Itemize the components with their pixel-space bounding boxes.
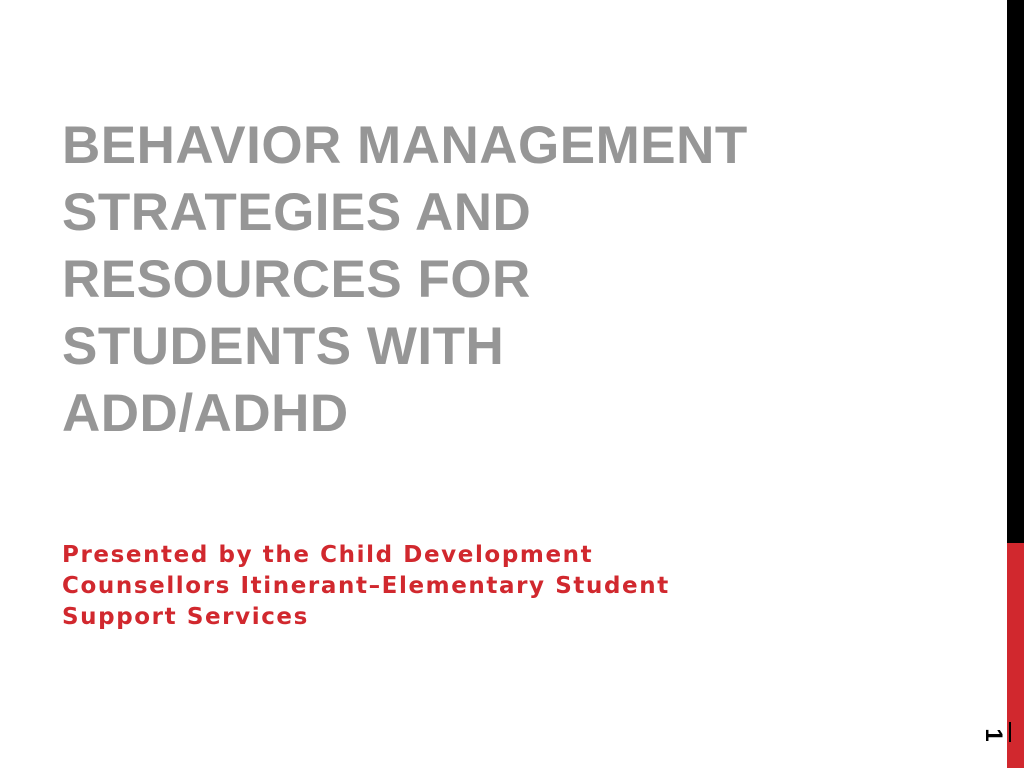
title-line: BEHAVIOR MANAGEMENT <box>62 116 748 175</box>
page-number-divider <box>1009 722 1011 742</box>
page-number: 1 <box>980 728 1007 742</box>
title-line: STUDENTS WITH <box>62 317 505 376</box>
title-line: ADD/ADHD <box>62 384 349 443</box>
title-line: RESOURCES FOR <box>62 250 531 309</box>
subtitle-line: Presented by the Child Development <box>62 542 594 568</box>
subtitle-line: Counsellors Itinerant–Elementary Student <box>62 573 670 599</box>
subtitle-line: Support Services <box>62 604 309 630</box>
slide-subtitle <box>62 540 962 633</box>
title-line: STRATEGIES AND <box>62 183 532 242</box>
slide-title <box>62 112 962 447</box>
side-bar-black <box>1007 0 1024 543</box>
